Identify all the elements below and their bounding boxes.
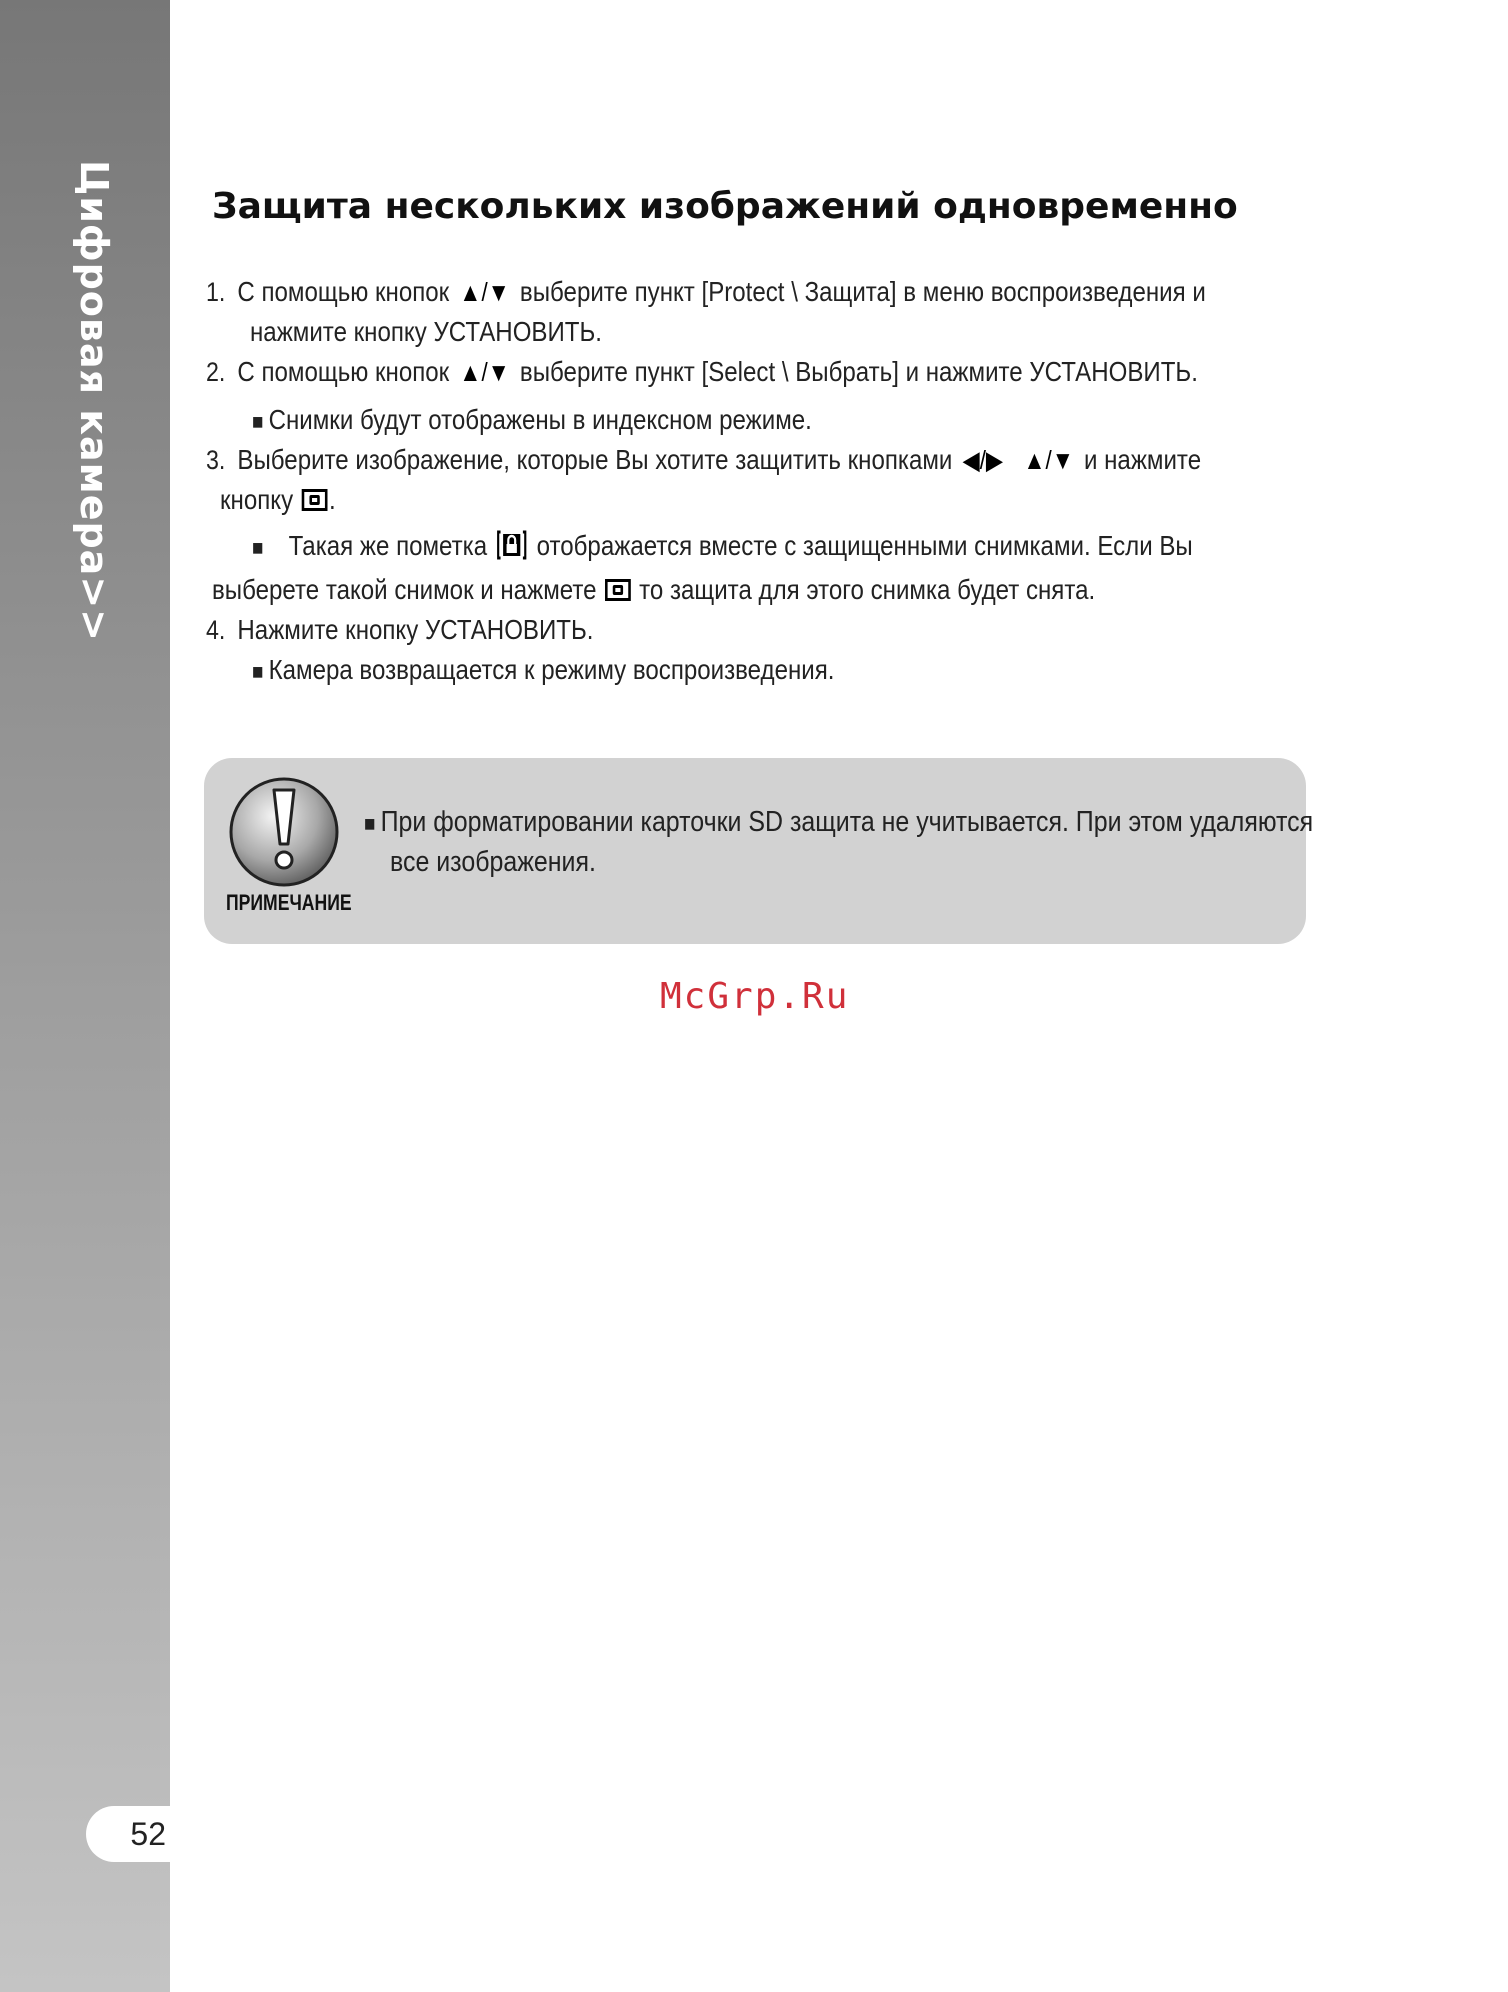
lock-icon [497,530,526,560]
up-down-arrows-icon: ▲/▼ [1023,445,1074,475]
step-1-continuation: нажмите кнопку УСТАНОВИТЬ. [250,316,602,347]
step-4-note: ■ Камера возвращается к режиму воспроизведения. [252,654,835,685]
page-title: Защита нескольких изображений одновременно [212,186,1238,227]
protect-button-icon [302,489,328,511]
protect-button-icon [605,579,631,601]
step-number: 1. [206,277,226,307]
bullet-icon: ■ [252,659,264,684]
note-box [204,758,1314,944]
bullet-icon: ■ [252,535,264,560]
step-3-continuation: кнопку . [220,484,336,515]
bullet-icon: ■ [252,409,264,434]
step-3-note-continuation: выберете такой снимок и нажмете то защита для этого снимка будет снята. [212,574,1096,605]
step-number: 3. [206,445,226,475]
step-2: 2. С помощью кнопок ▲/▼ выберите пункт [Select \ Выбрать] и нажмите УСТАНОВИТЬ. [206,356,1198,387]
note-label: ПРИМЕЧАНИЕ [226,890,352,915]
note-text-line-1: ■ При форматировании карточки SD защита не учитывается. При этом удаляются [364,806,1314,838]
step-1: 1. С помощью кнопок ▲/▼ выберите пункт [Protect \ Защита] в меню воспроизведения и [206,276,1206,307]
page-number: 52 [86,1806,170,1862]
note-text-line-2: все изображения. [390,846,596,878]
watermark: McGrp.Ru [660,976,850,1017]
step-4: 4. Нажмите кнопку УСТАНОВИТЬ. [206,614,594,645]
exclamation-icon [228,776,340,888]
left-right-arrows-icon: ◀/▶ [962,445,1004,475]
sidebar [0,0,170,1992]
step-number: 4. [206,615,226,645]
section-title: Цифровая камера>> [72,160,116,642]
step-2-note: ■ Снимки будут отображены в индексном режиме. [252,404,812,435]
step-number: 2. [206,357,226,387]
up-down-arrows-icon: ▲/▼ [459,277,510,307]
step-3-note: ■ Такая же пометка отображается вместе с защищенными снимками. Если Вы [252,530,1193,561]
step-3: 3. Выберите изображение, которые Вы хотите защитить кнопками ◀/▶ ▲/▼ и нажмите [206,444,1202,475]
bullet-icon: ■ [364,811,376,836]
up-down-arrows-icon: ▲/▼ [459,357,510,387]
